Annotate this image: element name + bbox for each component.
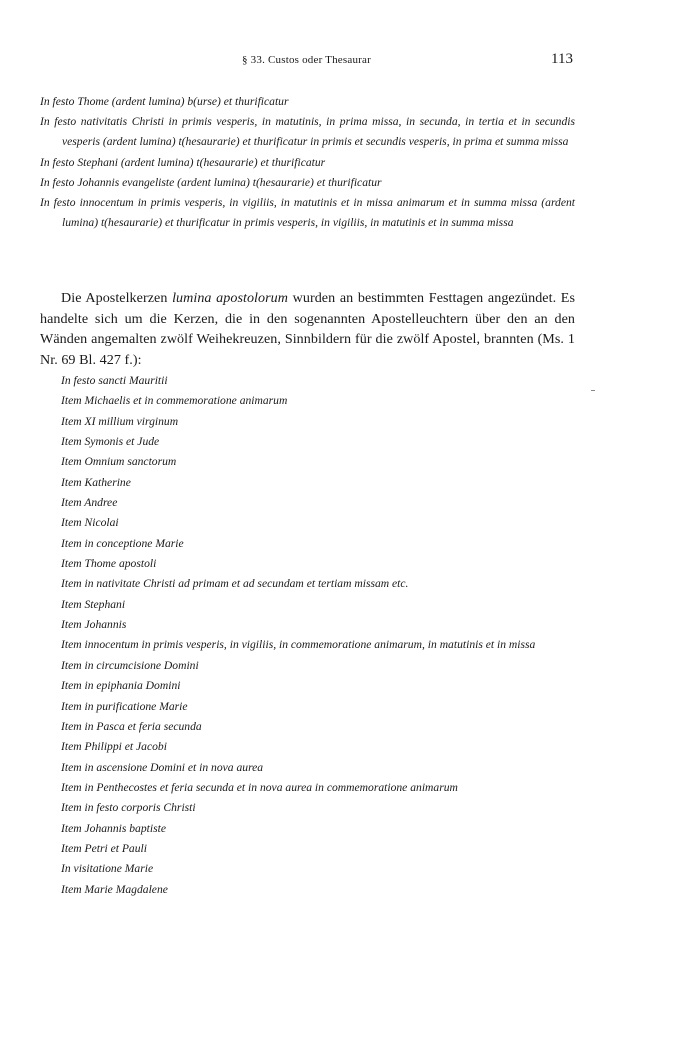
list-item: Item Katherine [61, 475, 131, 489]
feast-entry: In festo Thome (ardent lumina) b(urse) et thurificatur [40, 95, 289, 108]
list-item: Item Andree [61, 496, 118, 510]
apostle-candle-feast-list [61, 371, 575, 900]
list-item: Item Johannis baptiste [61, 821, 166, 835]
list-item: Item Marie Magdalene [61, 882, 168, 896]
paragraph-text-after: wurden an bestimmten Festtagen angezündet. Es handelte sich um die Kerzen, die in den sogenannten Apostelleuchtern über den an den Wänden angemalten zwölf Weihekreuzen, Sinnbildern für die zwölf Apostel, brannten (Ms. 1 Nr. 69 Bl. 427 f.): [40, 290, 575, 368]
feast-entries-top [40, 92, 575, 233]
list-item: Item Philippi et Jacobi [61, 740, 167, 754]
paragraph-latin-term: lumina apostolorum [172, 290, 288, 306]
running-head: § 33. Custos oder Thesaurar [242, 54, 371, 66]
list-item: Item Johannis [61, 618, 127, 632]
list-item: Item in epiphania Domini [61, 679, 181, 693]
list-item: Item in circumcisione Domini [61, 658, 199, 672]
list-item: In visitatione Marie [61, 862, 154, 876]
list-item: Item Omnium sanctorum [61, 455, 177, 469]
list-item: Item Michaelis et in commemoratione animarum [61, 394, 288, 408]
list-item: Item innocentum in primis vesperis, in vigiliis, in commemoratione animarum, in matutinis et in missa [61, 638, 536, 652]
list-item: Item in nativitate Christi ad primam et ad secundam et tertiam missam etc. [61, 577, 409, 591]
list-item: Item Nicolai [61, 516, 119, 530]
list-item: Item Symonis et Jude [61, 435, 160, 449]
feast-entry: In festo Johannis evangeliste (ardent lumina) t(hesaurarie) et thurificatur [40, 175, 382, 189]
list-item: Item Petri et Pauli [61, 841, 147, 855]
feast-entry: In festo Stephani (ardent lumina) t(hesaurarie) et thurificatur [40, 155, 326, 169]
feast-entry: In festo nativitatis Christi in primis vesperis, in matutinis, in prima missa, in secunda, in tertia et in secundis vesperis (ardent lumina) t(hesaurarie) et thurificatur in primis et secundis vesperis, in prima et summa missa [40, 115, 575, 149]
list-item: In festo sancti Mauritii [61, 374, 168, 387]
list-item: Item Thome apostoli [61, 557, 157, 571]
page-number: 113 [551, 51, 573, 67]
margin-mark [591, 390, 595, 391]
list-item: Item in ascensione Domini et in nova aurea [61, 760, 264, 774]
paragraph-text-before: Die Apostelkerzen [61, 290, 173, 306]
body-paragraph [40, 288, 575, 370]
list-item: Item in purificatione Marie [61, 699, 188, 713]
list-item: Item in Penthecostes et feria secunda et in nova aurea in commemoratione animarum [61, 780, 458, 794]
list-item: Item in conceptione Marie [61, 536, 184, 550]
list-item: Item in Pasca et feria secunda [61, 719, 202, 733]
list-item: Item XI millium virginum [61, 414, 179, 428]
page-header [40, 52, 573, 70]
list-item: Item Stephani [61, 597, 126, 611]
list-item: Item in festo corporis Christi [61, 801, 196, 815]
feast-entry: In festo innocentum in primis vesperis, in vigiliis, in matutinis et in missa animarum et in summa missa (ardent lumina) t(hesaurarie) et thurificatur in primis vesperis, in vigiliis, in matutinis et in summa missa [40, 196, 575, 230]
